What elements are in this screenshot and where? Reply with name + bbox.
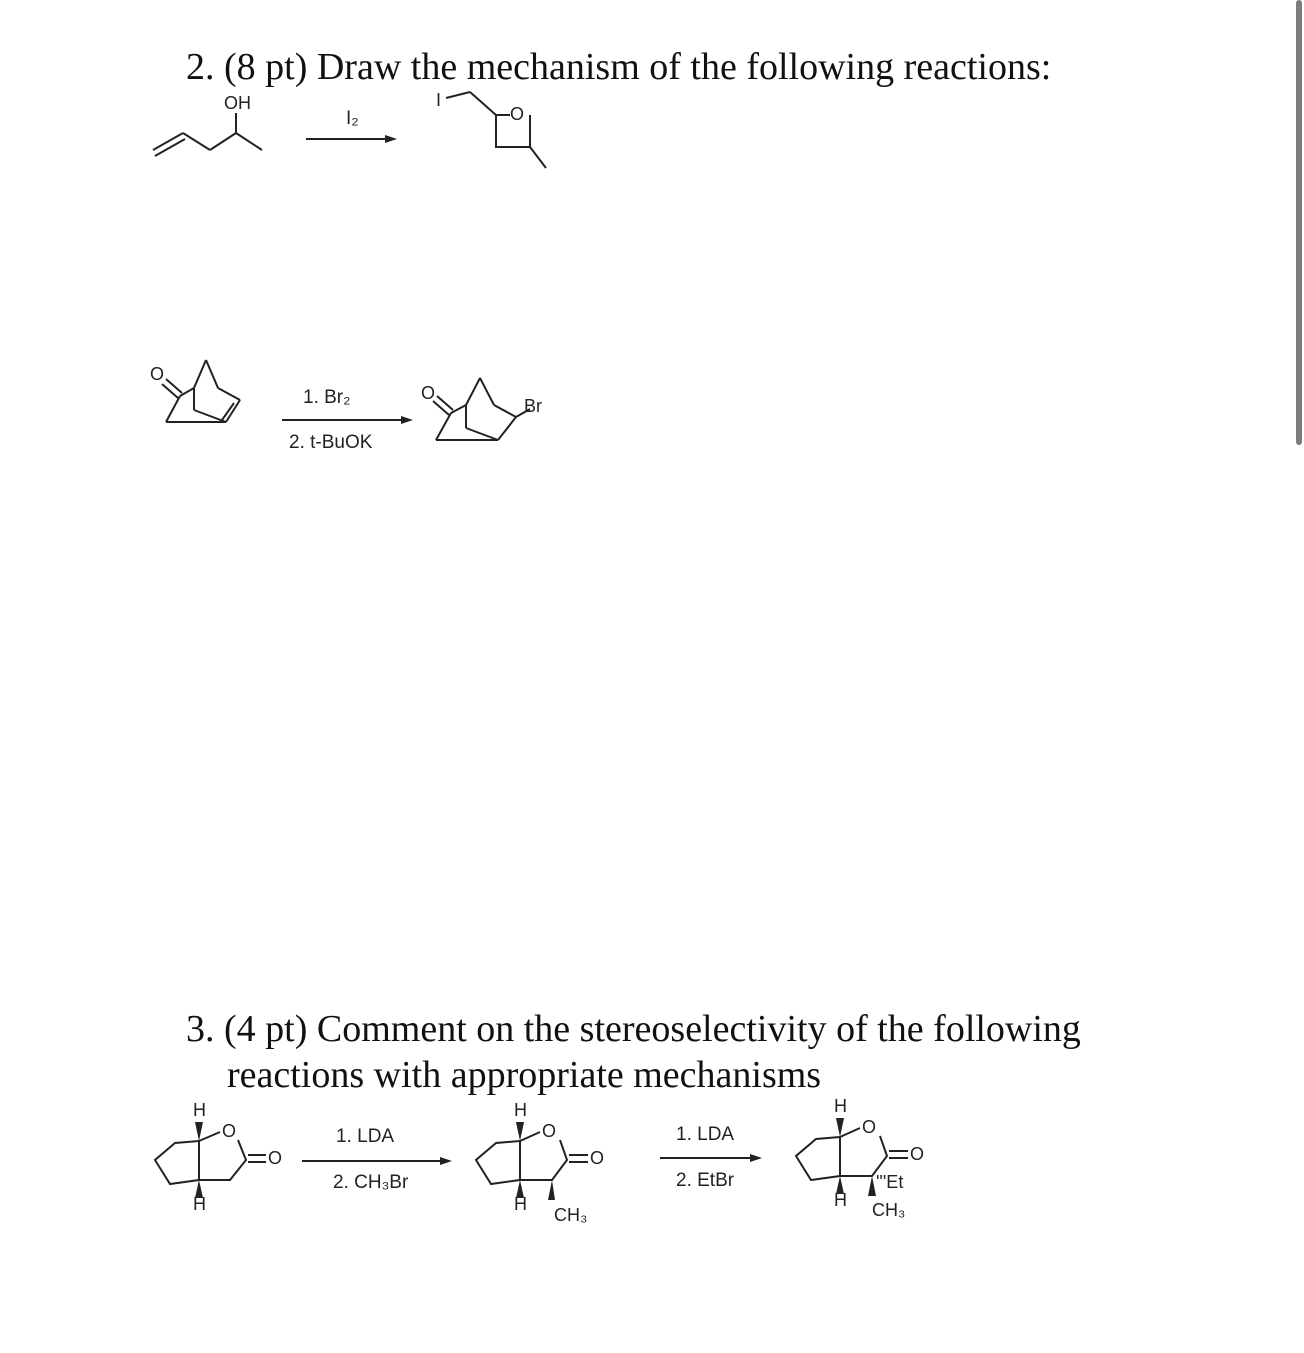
bromine-label: Br bbox=[524, 396, 542, 416]
lactone1-ring-oxygen: O bbox=[222, 1121, 237, 1141]
reagent-lda-2: 1. LDA bbox=[676, 1124, 735, 1145]
product-oxygen-label: O bbox=[421, 383, 436, 403]
lactone1-h-bottom: H bbox=[193, 1194, 206, 1214]
reagent-ch3br: 2. CH₃Br bbox=[333, 1172, 409, 1193]
reagent-step-tbuok: 2. t-BuOK bbox=[289, 432, 373, 453]
lactone3-ring-oxygen: O bbox=[862, 1117, 877, 1137]
lactone2-h-bottom: H bbox=[514, 1194, 527, 1214]
lactone2-h-top: H bbox=[514, 1100, 527, 1120]
lactone3-ethyl: '''Et bbox=[876, 1172, 904, 1192]
reagent-lda-1: 1. LDA bbox=[336, 1126, 395, 1147]
oh-label: OH bbox=[224, 93, 251, 113]
scrollbar[interactable] bbox=[1296, 0, 1302, 445]
lactone2-carbonyl-oxygen: O bbox=[590, 1148, 605, 1168]
reagent-etbr: 2. EtBr bbox=[676, 1170, 735, 1191]
lactone3-methyl: CH₃ bbox=[872, 1200, 906, 1220]
question-3-title-line1: 3. (4 pt) Comment on the stereoselectivity of the following bbox=[186, 1008, 1081, 1050]
lactone1-carbonyl-oxygen: O bbox=[268, 1148, 283, 1168]
lactone2-ring-oxygen: O bbox=[542, 1121, 557, 1141]
question-3-title-line2: reactions with appropriate mechanisms bbox=[227, 1054, 822, 1096]
lactone1-h-top: H bbox=[193, 1100, 206, 1120]
lactone3-h-top: H bbox=[834, 1096, 847, 1116]
lactone2-methyl: CH₃ bbox=[554, 1205, 588, 1225]
iodine-label: I bbox=[436, 90, 442, 110]
reagent-i2: I₂ bbox=[346, 108, 359, 129]
oxygen-label: O bbox=[510, 104, 525, 124]
lactone3-carbonyl-oxygen: O bbox=[910, 1144, 925, 1164]
ketone-oxygen-label: O bbox=[150, 364, 165, 384]
reagent-step-br2: 1. Br₂ bbox=[303, 387, 351, 408]
lactone3-h-bottom: H bbox=[834, 1190, 847, 1210]
question-2-title: 2. (8 pt) Draw the mechanism of the following reactions: bbox=[186, 46, 1052, 88]
